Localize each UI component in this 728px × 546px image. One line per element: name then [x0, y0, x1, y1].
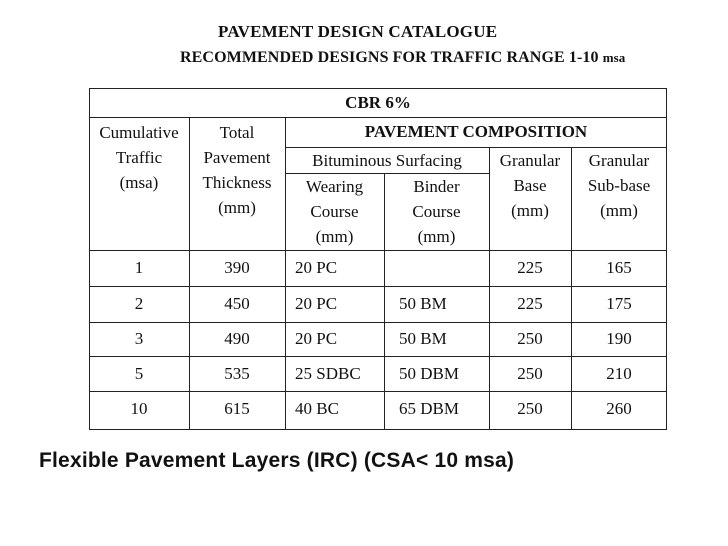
header-line: Granular	[499, 151, 561, 170]
catalogue-title: PAVEMENT DESIGN CATALOGUE	[218, 22, 498, 41]
table-divider	[89, 286, 667, 287]
base-cell: 250	[517, 364, 543, 383]
base-cell: 250	[517, 399, 543, 418]
header-line: Base	[513, 176, 547, 195]
wearing-header	[285, 174, 384, 249]
header-line: Granular	[588, 151, 650, 170]
thickness-cell: 390	[224, 258, 250, 277]
header-line: (msa)	[119, 173, 159, 192]
thickness-cell: 450	[224, 294, 250, 313]
header-line: (mm)	[417, 227, 456, 246]
bituminous-header: Bituminous Surfacing	[312, 151, 462, 170]
subbase-cell: 175	[606, 294, 632, 313]
base-cell: 225	[517, 258, 543, 277]
wearing-cell: 40 BC	[295, 399, 339, 418]
traffic-cell: 10	[130, 399, 148, 418]
subtitle-unit: msa	[602, 50, 626, 65]
header-line: Traffic	[115, 148, 163, 167]
header-line: (mm)	[315, 227, 354, 246]
table-divider	[89, 117, 667, 118]
binder-cell: 65 DBM	[399, 399, 459, 418]
subbase-cell: 260	[606, 399, 632, 418]
subbase-cell: 165	[606, 258, 632, 277]
subbase-header	[571, 148, 667, 223]
header-line: Wearing	[305, 177, 364, 196]
slide-caption: Flexible Pavement Layers (IRC) (CSA< 10 msa)	[39, 449, 515, 472]
traffic-cell: 5	[134, 364, 144, 383]
header-line: Total	[219, 123, 255, 142]
thickness-header	[189, 120, 285, 220]
traffic-cell: 3	[134, 329, 144, 348]
table-divider	[89, 356, 667, 357]
traffic-cell: 2	[134, 294, 144, 313]
binder-header	[384, 174, 489, 249]
table-divider	[89, 322, 667, 323]
base-header	[489, 148, 571, 223]
subbase-cell: 190	[606, 329, 632, 348]
binder-cell: 50 DBM	[399, 364, 459, 383]
table-divider	[89, 391, 667, 392]
header-line: Binder	[413, 177, 460, 196]
binder-cell: 50 BM	[399, 294, 447, 313]
catalogue-subtitle	[180, 49, 625, 67]
header-line: Pavement	[203, 148, 271, 167]
cbr-header: CBR 6%	[345, 93, 411, 112]
header-line: (mm)	[600, 201, 638, 220]
wearing-cell: 20 PC	[295, 258, 338, 277]
header-line: (mm)	[218, 198, 256, 217]
traffic-cell: 1	[134, 258, 144, 277]
subtitle-text: RECOMMENDED DESIGNS FOR TRAFFIC RANGE 1-10	[180, 49, 599, 66]
thickness-cell: 615	[224, 399, 250, 418]
base-cell: 250	[517, 329, 543, 348]
base-cell: 225	[517, 294, 543, 313]
wearing-cell: 20 PC	[295, 294, 338, 313]
wearing-cell: 25 SDBC	[295, 364, 361, 383]
header-line: Course	[412, 202, 461, 221]
traffic-header	[89, 120, 189, 195]
thickness-cell: 490	[224, 329, 250, 348]
subbase-cell: 210	[606, 364, 632, 383]
header-line: Sub-base	[587, 176, 651, 195]
header-line: (mm)	[511, 201, 549, 220]
composition-header: PAVEMENT COMPOSITION	[364, 122, 588, 141]
wearing-cell: 20 PC	[295, 329, 338, 348]
header-line: Cumulative	[99, 123, 179, 142]
header-line: Thickness	[202, 173, 272, 192]
table-divider	[89, 250, 667, 251]
header-line: Course	[310, 202, 359, 221]
thickness-cell: 535	[224, 364, 250, 383]
binder-cell: 50 BM	[399, 329, 447, 348]
